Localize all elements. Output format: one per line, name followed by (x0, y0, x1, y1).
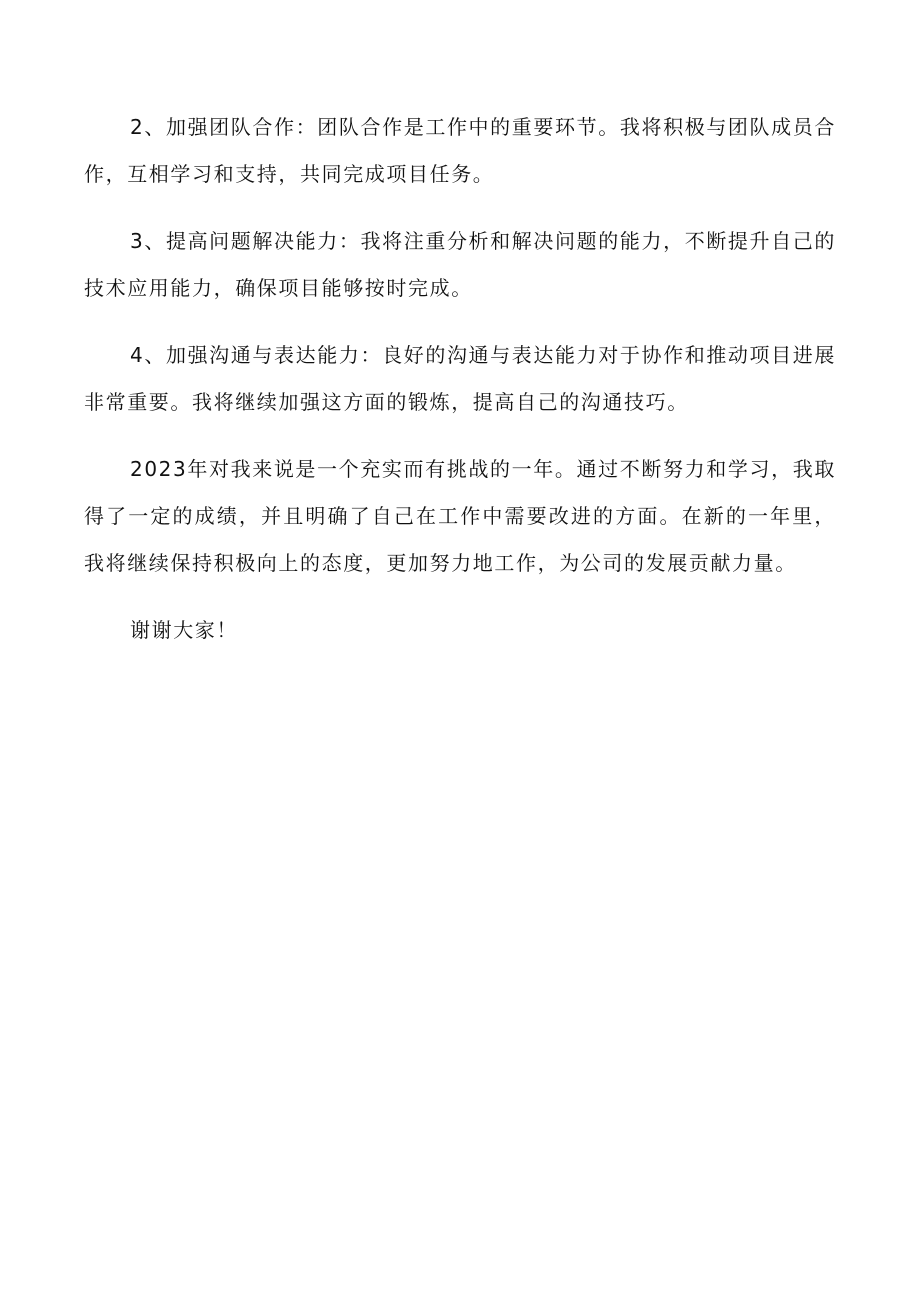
paragraph-communication: 4、加强沟通与表达能力：良好的沟通与表达能力对于协作和推动项目进展非常重要。我将继续加强这方面的锻炼，提高自己的沟通技巧。 (84, 343, 836, 414)
document-body (84, 104, 836, 674)
paragraph-closing: 谢谢大家！ (130, 618, 238, 642)
paragraph-year-summary: 2023年对我来说是一个充实而有挑战的一年。通过不断努力和学习，我取得了一定的成绩，并且明确了自己在工作中需要改进的方面。在新的一年里，我将继续保持积极向上的态度，更加努力地工作，为公司的发展贡献力量。 (84, 457, 836, 575)
paragraph-problem-solving: 3、提高问题解决能力：我将注重分析和解决问题的能力，不断提升自己的技术应用能力，确保项目能够按时完成。 (84, 229, 836, 300)
paragraph-teamwork: 2、加强团队合作：团队合作是工作中的重要环节。我将积极与团队成员合作，互相学习和支持，共同完成项目任务。 (84, 115, 836, 186)
